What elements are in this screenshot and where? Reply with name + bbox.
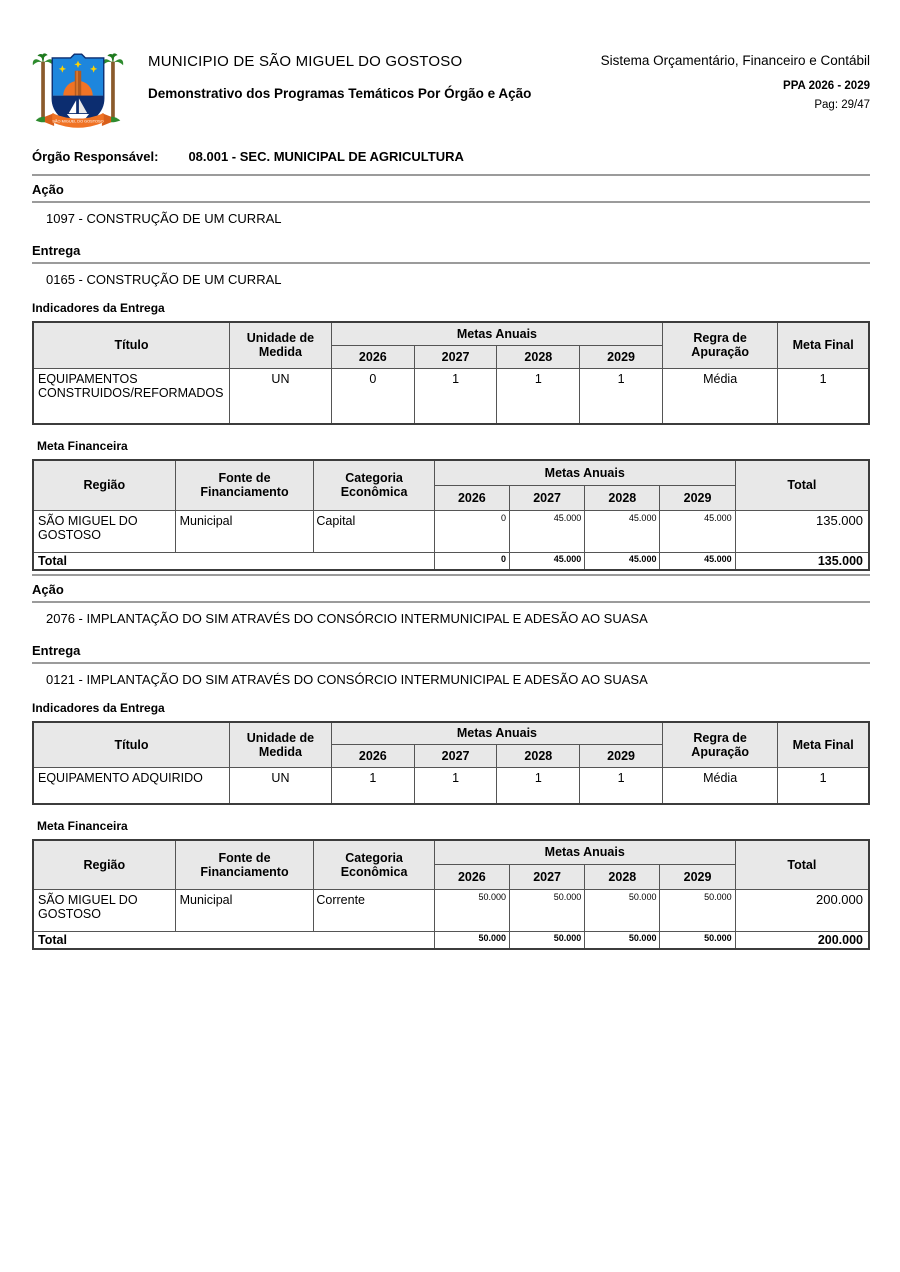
- col-header-year: 2026: [434, 485, 509, 510]
- indicadores-label: Indicadores da Entrega: [32, 700, 165, 715]
- col-header-metas-anuais: Metas Anuais: [331, 322, 662, 345]
- total-2027: 50.000: [509, 932, 584, 950]
- col-header-fonte: Fonte de Financiamento: [175, 460, 314, 510]
- entrega-item: 0121 - IMPLANTAÇÃO DO SIM ATRAVÉS DO CONSÓRCIO INTERMUNICIPAL E ADESÃO AO SUASA: [46, 671, 648, 687]
- cell-titulo: EQUIPAMENTO ADQUIRIDO: [33, 768, 229, 804]
- cell-titulo: EQUIPAMENTOS CONSTRUIDOS/REFORMADOS: [33, 368, 229, 424]
- total-label: Total: [33, 932, 434, 950]
- col-header-regiao: Região: [33, 460, 175, 510]
- divider: [32, 662, 870, 664]
- municipality-name: MUNICIPIO DE SÃO MIGUEL DO GOSTOSO: [148, 53, 463, 70]
- cell-valor-2029: 45.000: [660, 510, 735, 552]
- cell-categoria: Corrente: [314, 890, 434, 932]
- cell-meta-2029: 1: [580, 768, 663, 804]
- municipality-coat-of-arms: [32, 45, 124, 137]
- col-header-year: 2027: [509, 485, 584, 510]
- header-titles: [148, 45, 531, 101]
- entrega-item: 0165 - CONSTRUÇÃO DE UM CURRAL: [46, 272, 282, 287]
- meta-financeira-table: [32, 459, 870, 571]
- total-row: [33, 552, 869, 570]
- cell-fonte: Municipal: [175, 890, 314, 932]
- col-header-year: 2026: [434, 865, 509, 890]
- cell-valor-2027: 50.000: [509, 890, 584, 932]
- organ-value: 08.001 - SEC. MUNICIPAL DE AGRICULTURA: [188, 149, 464, 164]
- col-header-year: 2029: [660, 485, 735, 510]
- organ-row: [32, 149, 870, 164]
- cell-meta-final: 1: [778, 368, 869, 424]
- col-header-year: 2028: [497, 345, 580, 368]
- meta-financeira-label: Meta Financeira: [37, 439, 128, 453]
- col-header-total: Total: [735, 460, 869, 510]
- cell-meta-2028: 1: [497, 368, 580, 424]
- cell-unidade: UN: [229, 368, 331, 424]
- total-grand: 200.000: [735, 932, 869, 950]
- total-2026: 50.000: [434, 932, 509, 950]
- header-meta: [601, 45, 870, 111]
- cell-valor-2027: 45.000: [509, 510, 584, 552]
- total-2028: 45.000: [585, 552, 660, 570]
- cell-meta-2028: 1: [497, 768, 580, 804]
- cell-meta-2027: 1: [414, 368, 497, 424]
- report-title: Demonstrativo dos Programas Temáticos Por Órgão e Ação: [148, 86, 532, 101]
- system-name: Sistema Orçamentário, Financeiro e Contábil: [600, 53, 870, 68]
- divider: [32, 574, 870, 576]
- table-row: [33, 368, 869, 424]
- col-header-unidade: Unidade de Medida: [229, 322, 331, 368]
- cell-categoria: Capital: [314, 510, 434, 552]
- col-header-year: 2028: [585, 865, 660, 890]
- total-2029: 50.000: [660, 932, 735, 950]
- cell-valor-2026: 50.000: [434, 890, 509, 932]
- col-header-year: 2028: [497, 745, 580, 768]
- total-2026: 0: [434, 552, 509, 570]
- col-header-year: 2029: [580, 745, 663, 768]
- col-header-year: 2027: [414, 745, 497, 768]
- ppa-period: PPA 2026 - 2029: [783, 80, 870, 92]
- cell-valor-2028: 45.000: [585, 510, 660, 552]
- total-label: Total: [33, 552, 434, 570]
- col-header-year: 2026: [331, 745, 414, 768]
- col-header-year: 2029: [660, 865, 735, 890]
- col-header-year: 2027: [509, 865, 584, 890]
- total-2027: 45.000: [509, 552, 584, 570]
- acao-item: 2076 - IMPLANTAÇÃO DO SIM ATRAVÉS DO CONSÓRCIO INTERMUNICIPAL E ADESÃO AO SUASA: [46, 610, 648, 626]
- cell-unidade: UN: [229, 768, 331, 804]
- cell-meta-final: 1: [778, 768, 869, 804]
- cell-meta-2026: 0: [331, 368, 414, 424]
- col-header-unidade: Unidade de Medida: [229, 722, 331, 768]
- organ-label: Órgão Responsável:: [32, 149, 159, 164]
- cell-regra: Média: [662, 368, 777, 424]
- meta-financeira-label: Meta Financeira: [37, 818, 128, 833]
- total-2028: 50.000: [585, 932, 660, 950]
- divider: [32, 174, 870, 176]
- palm-tree-left: [33, 53, 54, 122]
- palm-tree-right: [103, 53, 124, 122]
- acao-label: Ação: [32, 182, 64, 197]
- table-row: [33, 510, 869, 552]
- meta-financeira-table: [32, 839, 870, 951]
- col-header-fonte: Fonte de Financiamento: [175, 840, 314, 890]
- col-header-titulo: Título: [33, 322, 229, 368]
- page-header: [32, 45, 870, 137]
- entrega-label: Entrega: [32, 243, 81, 258]
- page-number: Pag: 29/47: [814, 99, 870, 111]
- col-header-titulo: Título: [33, 722, 229, 768]
- total-2029: 45.000: [660, 552, 735, 570]
- total-grand: 135.000: [735, 552, 869, 570]
- cell-meta-2026: 1: [331, 768, 414, 804]
- col-header-metas-anuais: Metas Anuais: [331, 722, 662, 745]
- col-header-metas-anuais: Metas Anuais: [434, 840, 735, 865]
- divider: [32, 201, 870, 203]
- indicadores-table: [32, 321, 870, 425]
- coat-of-arms-icon: [32, 45, 124, 137]
- cell-meta-2029: 1: [580, 368, 663, 424]
- col-header-regiao: Região: [33, 840, 175, 890]
- col-header-year: 2027: [414, 345, 497, 368]
- divider: [32, 601, 870, 603]
- cell-regra: Média: [662, 768, 777, 804]
- cell-valor-2028: 50.000: [585, 890, 660, 932]
- col-header-year: 2026: [331, 345, 414, 368]
- acao-item: 1097 - CONSTRUÇÃO DE UM CURRAL: [46, 211, 282, 226]
- col-header-year: 2029: [580, 345, 663, 368]
- cell-fonte: Municipal: [175, 510, 314, 552]
- col-header-categoria: Categoria Econômica: [314, 840, 434, 890]
- col-header-meta-final: Meta Final: [778, 722, 869, 768]
- col-header-total: Total: [735, 840, 869, 890]
- acao-label: Ação: [32, 581, 64, 597]
- col-header-regra: Regra de Apuração: [662, 322, 777, 368]
- cell-valor-2029: 50.000: [660, 890, 735, 932]
- cell-regiao: SÃO MIGUEL DO GOSTOSO: [33, 510, 175, 552]
- table-row: [33, 890, 869, 932]
- indicadores-label: Indicadores da Entrega: [32, 301, 165, 315]
- indicadores-table: [32, 721, 870, 805]
- divider: [32, 262, 870, 264]
- cell-total: 135.000: [735, 510, 869, 552]
- ribbon-text: SÃO MIGUEL DO GOSTOSO: [52, 119, 104, 124]
- col-header-regra: Regra de Apuração: [662, 722, 777, 768]
- col-header-year: 2028: [585, 485, 660, 510]
- cell-valor-2026: 0: [434, 510, 509, 552]
- col-header-metas-anuais: Metas Anuais: [434, 460, 735, 485]
- cell-total: 200.000: [735, 890, 869, 932]
- entrega-label: Entrega: [32, 642, 81, 658]
- cell-regiao: SÃO MIGUEL DO GOSTOSO: [33, 890, 175, 932]
- total-row: [33, 932, 869, 950]
- cell-meta-2027: 1: [414, 768, 497, 804]
- table-row: [33, 768, 869, 804]
- col-header-meta-final: Meta Final: [778, 322, 869, 368]
- col-header-categoria: Categoria Econômica: [314, 460, 434, 510]
